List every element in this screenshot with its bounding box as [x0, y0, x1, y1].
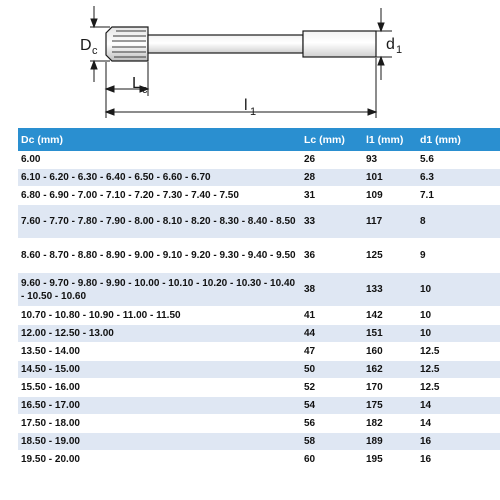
cell-l1: 189 — [363, 433, 417, 451]
cell-lc: 56 — [301, 415, 363, 433]
table-row — [18, 451, 500, 469]
cell-d1: 12.5 — [417, 343, 500, 361]
cell-lc: 41 — [301, 307, 363, 325]
cell-l1: 162 — [363, 361, 417, 379]
cell-d1: 14 — [417, 415, 500, 433]
header-d1: d1 (mm) — [417, 128, 500, 151]
table-row — [18, 343, 500, 361]
cell-l1: 125 — [363, 239, 417, 273]
cell-dc: 17.50 - 18.00 — [18, 415, 301, 433]
cell-l1: 93 — [363, 151, 417, 169]
cell-lc: 50 — [301, 361, 363, 379]
cell-d1: 5.6 — [417, 151, 500, 169]
cell-d1: 10 — [417, 307, 500, 325]
table-row — [18, 325, 500, 343]
table-row — [18, 397, 500, 415]
cell-d1: 9 — [417, 239, 500, 273]
header-dc: Dc (mm) — [18, 128, 301, 151]
cell-lc: 26 — [301, 151, 363, 169]
d1-label: d — [386, 36, 395, 53]
cell-dc: 6.10 - 6.20 - 6.30 - 6.40 - 6.50 - 6.60 - 6.70 — [18, 169, 301, 187]
cell-lc: 54 — [301, 397, 363, 415]
cell-d1: 16 — [417, 451, 500, 469]
cell-l1: 142 — [363, 307, 417, 325]
table-row — [18, 169, 500, 187]
table-row — [18, 433, 500, 451]
cell-d1: 8 — [417, 205, 500, 239]
table-row — [18, 205, 500, 239]
cell-lc: 60 — [301, 451, 363, 469]
reamer-dimension-drawing — [0, 0, 500, 122]
cell-l1: 170 — [363, 379, 417, 397]
table-row — [18, 239, 500, 273]
header-lc: Lc (mm) — [301, 128, 363, 151]
reamer-size-table — [18, 128, 500, 469]
cell-dc: 8.60 - 8.70 - 8.80 - 8.90 - 9.00 - 9.10 - 9.20 - 9.30 - 9.40 - 9.50 — [18, 239, 301, 273]
cell-lc: 31 — [301, 187, 363, 205]
lc-label-subscript: c — [142, 84, 148, 96]
table-row — [18, 151, 500, 169]
dc-label-subscript: c — [92, 45, 98, 57]
cell-l1: 109 — [363, 187, 417, 205]
cell-dc: 6.80 - 6.90 - 7.00 - 7.10 - 7.20 - 7.30 - 7.40 - 7.50 — [18, 187, 301, 205]
cell-dc: 16.50 - 17.00 — [18, 397, 301, 415]
cell-lc: 28 — [301, 169, 363, 187]
cell-dc: 6.00 — [18, 151, 301, 169]
cell-lc: 38 — [301, 273, 363, 307]
cell-l1: 195 — [363, 451, 417, 469]
cell-dc: 18.50 - 19.00 — [18, 433, 301, 451]
cell-dc: 13.50 - 14.00 — [18, 343, 301, 361]
cell-dc: 7.60 - 7.70 - 7.80 - 7.90 - 8.00 - 8.10 - 8.20 - 8.30 - 8.40 - 8.50 — [18, 205, 301, 239]
cell-l1: 182 — [363, 415, 417, 433]
reamer-diagram — [0, 0, 500, 122]
table-row — [18, 379, 500, 397]
cell-l1: 160 — [363, 343, 417, 361]
cell-d1: 14 — [417, 397, 500, 415]
cell-dc: 19.50 - 20.00 — [18, 451, 301, 469]
cell-dc: 14.50 - 15.00 — [18, 361, 301, 379]
table-row — [18, 415, 500, 433]
cell-d1: 10 — [417, 325, 500, 343]
table-row — [18, 307, 500, 325]
cell-d1: 12.5 — [417, 361, 500, 379]
cell-l1: 175 — [363, 397, 417, 415]
cell-lc: 44 — [301, 325, 363, 343]
cell-d1: 16 — [417, 433, 500, 451]
cell-lc: 58 — [301, 433, 363, 451]
cell-l1: 117 — [363, 205, 417, 239]
reamer-tool-outline — [106, 27, 376, 61]
cell-lc: 33 — [301, 205, 363, 239]
cell-dc: 12.00 - 12.50 - 13.00 — [18, 325, 301, 343]
cell-d1: 12.5 — [417, 379, 500, 397]
dc-label: D — [80, 37, 92, 54]
table-row — [18, 361, 500, 379]
cell-l1: 151 — [363, 325, 417, 343]
cell-d1: 10 — [417, 273, 500, 307]
cell-dc: 10.70 - 10.80 - 10.90 - 11.00 - 11.50 — [18, 307, 301, 325]
d1-label-subscript: 1 — [396, 44, 403, 56]
cell-lc: 47 — [301, 343, 363, 361]
cell-dc: 15.50 - 16.00 — [18, 379, 301, 397]
cell-l1: 101 — [363, 169, 417, 187]
l1-label: l — [244, 97, 248, 114]
cell-d1: 6.3 — [417, 169, 500, 187]
table-row — [18, 273, 500, 307]
cell-dc: 9.60 - 9.70 - 9.80 - 9.90 - 10.00 - 10.10 - 10.20 - 10.30 - 10.40 - 10.50 - 10.60 — [18, 273, 301, 307]
header-l1: l1 (mm) — [363, 128, 417, 151]
l1-label-subscript: 1 — [250, 106, 257, 118]
cell-lc: 52 — [301, 379, 363, 397]
table-header-row — [18, 128, 500, 151]
cell-l1: 133 — [363, 273, 417, 307]
cell-lc: 36 — [301, 239, 363, 273]
table-row — [18, 187, 500, 205]
cell-d1: 7.1 — [417, 187, 500, 205]
lc-label: L — [132, 75, 141, 92]
